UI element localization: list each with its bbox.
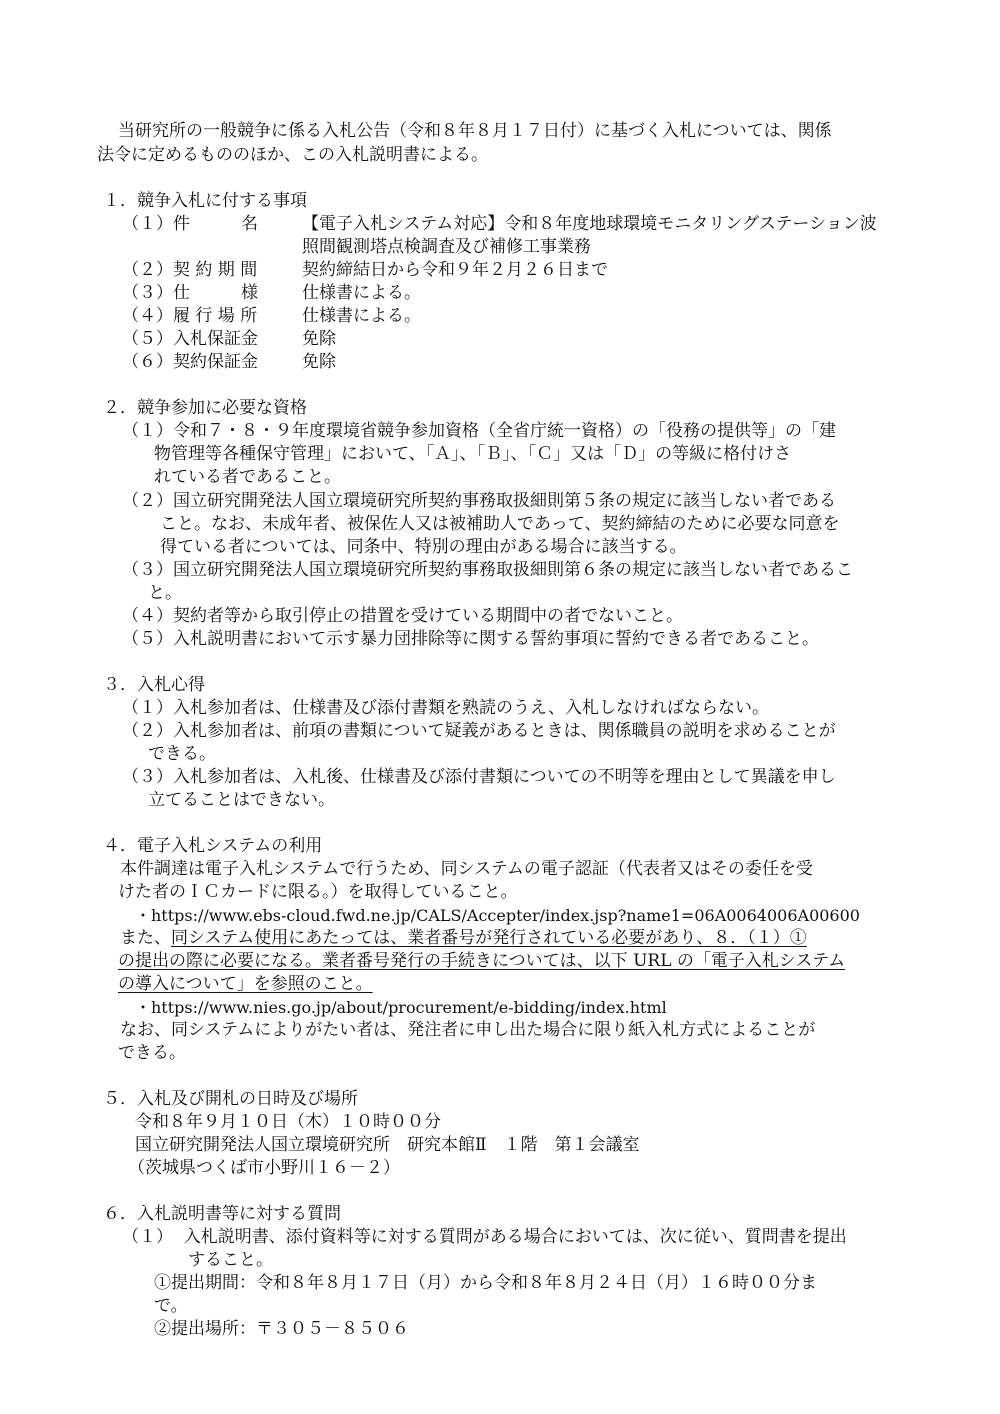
section-heading: ６．入札説明書等に対する質問 (103, 1204, 341, 1224)
item-label: （５）入札保証金 (122, 329, 258, 349)
item-value: 【電子入札システム対応】令和８年度地球環境モニタリングステーション波 (302, 214, 877, 234)
list-item: （３）国立研究開発法人国立環境研究所契約事務取扱細則第６条の規定に該当しない者であるこ (122, 560, 853, 580)
list-item: （２）国立研究開発法人国立環境研究所契約事務取扱細則第５条の規定に該当しない者である (122, 491, 836, 511)
item-value: 照間観測塔点検調査及び補修工事業務 (302, 237, 591, 257)
section-heading: ４．電子入札システムの利用 (103, 836, 323, 856)
item-value: 免除 (302, 352, 336, 372)
list-item: できる。 (148, 744, 216, 764)
list-item: （４）契約者等から取引停止の措置を受けている期間中の者でないこと。 (122, 606, 683, 626)
intro-line: 当研究所の一般競争に係る入札公告（令和８年８月１７日付）に基づく入札については、関係 (118, 121, 832, 141)
list-item: （３）入札参加者は、入札後、仕様書及び添付書類についての不明等を理由として異議を申し (122, 767, 836, 787)
underlined-text: の提出の際に必要になる。業者番号発行の手続きについては、以下 URL の「電子入札システム (118, 951, 846, 971)
paragraph-line: けた者のＩＣカードに限る。）を取得していること。 (118, 882, 518, 902)
list-item: 立てることはできない。 (148, 790, 335, 810)
bid-datetime: 令和８年９月１０日（木）１０時００分 (135, 1112, 441, 1132)
section-heading: ２．競争参加に必要な資格 (103, 398, 307, 418)
paragraph-line: 本件調達は電子入札システムで行うため、同システムの電子認証（代表者又はその委任を受 (120, 859, 813, 879)
item-value: 免除 (302, 329, 336, 349)
list-item: と。 (148, 583, 182, 603)
paragraph-text: また、 (120, 928, 171, 948)
item-value: 契約締結日から令和９年２月２６日まで (302, 260, 608, 280)
bid-place: 国立研究開発法人国立環境研究所 研究本館Ⅱ １階 第１会議室 (135, 1135, 640, 1155)
list-item: れている者であること。 (154, 467, 341, 487)
list-item: （１） 入札説明書、添付資料等に対する質問がある場合においては、次に従い、質問書を提出 (122, 1227, 847, 1247)
list-item: 物管理等各種保守管理」において、「Ａ」、「Ｂ」、「Ｃ」又は「Ｄ」の等級に格付けさ (154, 444, 792, 464)
item-label: （６）契約保証金 (122, 352, 258, 372)
paragraph-line: なお、同システムによりがたい者は、発注者に申し出た場合に限り紙入札方式によることが (120, 1020, 816, 1040)
paragraph-line (120, 927, 807, 950)
intro-line: 法令に定めるもののほか、この入札説明書による。 (97, 145, 488, 165)
paragraph-line: できる。 (118, 1043, 186, 1063)
list-item: （１）入札参加者は、仕様書及び添付書類を熟読のうえ、入札しなければならない。 (122, 698, 770, 718)
underlined-text: の導入について」を参照のこと。 (118, 974, 373, 994)
list-item: （１）令和７・８・９年度環境省競争参加資格（全省庁統一資格）の「役務の提供等」の「建 (122, 421, 836, 441)
section-heading: ３．入札心得 (103, 675, 205, 695)
underlined-text: 同システム使用にあたっては、業者番号が発行されている必要があり、８．（１）① (171, 928, 807, 948)
section-heading: ５．入札及び開札の日時及び場所 (103, 1089, 358, 1109)
list-item: 得ている者については、同条中、特別の理由がある場合に該当する。 (160, 537, 687, 557)
list-item: すること。 (188, 1250, 273, 1270)
item-value: 仕様書による。 (302, 283, 421, 303)
url-link[interactable]: ・https://www.nies.go.jp/about/procurement/e-bidding/index.html (135, 998, 667, 1017)
list-item: こと。なお、未成年者、被保佐人又は被補助人であって、契約締結のために必要な同意を (160, 514, 840, 534)
list-item: ①提出期間：令和８年８月１７日（月）から令和８年８月２４日（月）１６時００分ま (154, 1273, 817, 1293)
item-label: （２）契 約 期 間 (122, 260, 258, 280)
list-item: で。 (154, 1296, 188, 1316)
bid-address: （茨城県つくば市小野川１６－２） (128, 1158, 400, 1178)
list-item: ②提出場所：〒３０５－８５０６ (154, 1319, 409, 1339)
item-label: （１）件 名 (122, 214, 258, 234)
list-item: （５）入札説明書において示す暴力団排除等に関する誓約事項に誓約できる者であること。 (122, 629, 819, 649)
item-label: （３）仕 様 (122, 283, 258, 303)
item-value: 仕様書による。 (302, 306, 421, 326)
url-link[interactable]: ・https://www.ebs-cloud.fwd.ne.jp/CALS/Accepter/index.jsp?name1=06A0064006A00600 (135, 906, 860, 925)
section-heading: １．競争入札に付する事項 (103, 191, 307, 211)
item-label: （４）履 行 場 所 (122, 306, 258, 326)
list-item: （２）入札参加者は、前項の書類について疑義があるときは、関係職員の説明を求めることが (122, 721, 836, 741)
